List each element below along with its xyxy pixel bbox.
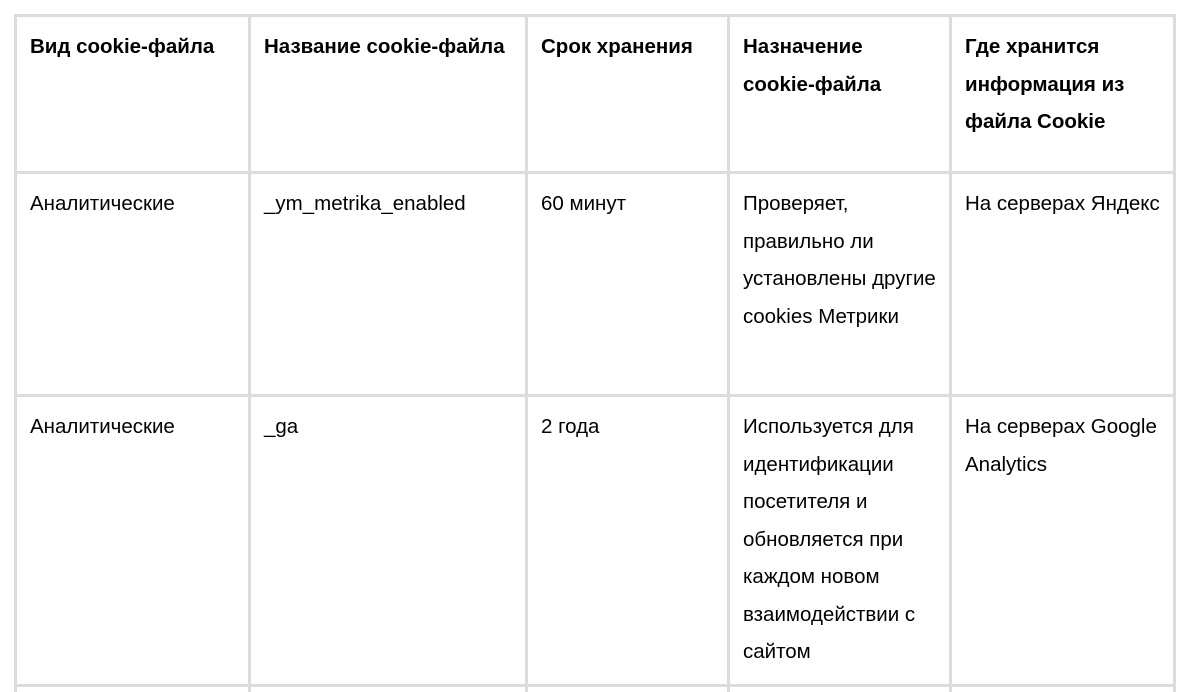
cookie-type-value: Аналитические (30, 415, 175, 438)
header-storage-duration-label: Срок хранения (541, 35, 693, 58)
cell-cookie-type (16, 173, 250, 396)
cell-storage-location (951, 396, 1175, 686)
cell-cookie-purpose (729, 173, 951, 396)
cell-storage-location (951, 173, 1175, 396)
header-cookie-name-label: Название cookie-файла (264, 35, 505, 58)
cell-storage-duration (527, 396, 729, 686)
table-row (16, 173, 1175, 396)
cookie-table (14, 14, 1176, 692)
header-storage-location (951, 16, 1175, 173)
cell-cookie-name (250, 173, 527, 396)
header-storage-location-label: Где хранится информация из файла Cookie (965, 35, 1125, 133)
storage-duration-value: 2 года (541, 415, 600, 438)
header-storage-duration (527, 16, 729, 173)
header-cookie-name (250, 16, 527, 173)
table-row-partial (16, 686, 1175, 692)
table-row (16, 396, 1175, 686)
storage-location-value: На серверах Яндекс (965, 192, 1160, 215)
cell-cookie-type (16, 396, 250, 686)
cell-empty (250, 686, 527, 692)
storage-location-value: На серверах Google Analytics (965, 415, 1157, 476)
header-cookie-purpose (729, 16, 951, 173)
storage-duration-value: 60 минут (541, 192, 627, 215)
cookie-purpose-value: Используется для идентификации посетителя и обновляется при каждом новом взаимодействии с сайтом (743, 415, 916, 663)
header-cookie-type-label: Вид cookie-файла (30, 35, 215, 58)
cell-empty (527, 686, 729, 692)
table-header-row (16, 16, 1175, 173)
cookie-purpose-value: Проверяет, правильно ли установлены другие cookies Метрики (743, 192, 936, 328)
cell-empty (951, 686, 1175, 692)
header-cookie-type (16, 16, 250, 173)
header-cookie-purpose-label: Назначение cookie-файла (743, 35, 882, 96)
cell-cookie-purpose (729, 396, 951, 686)
cookie-name-value: _ym_metrika_enabled (264, 192, 466, 215)
cell-storage-duration (527, 173, 729, 396)
cookie-name-value: _ga (264, 415, 299, 438)
cell-empty (729, 686, 951, 692)
cookie-type-value: Аналитические (30, 192, 175, 215)
cell-empty (16, 686, 250, 692)
cell-cookie-name (250, 396, 527, 686)
